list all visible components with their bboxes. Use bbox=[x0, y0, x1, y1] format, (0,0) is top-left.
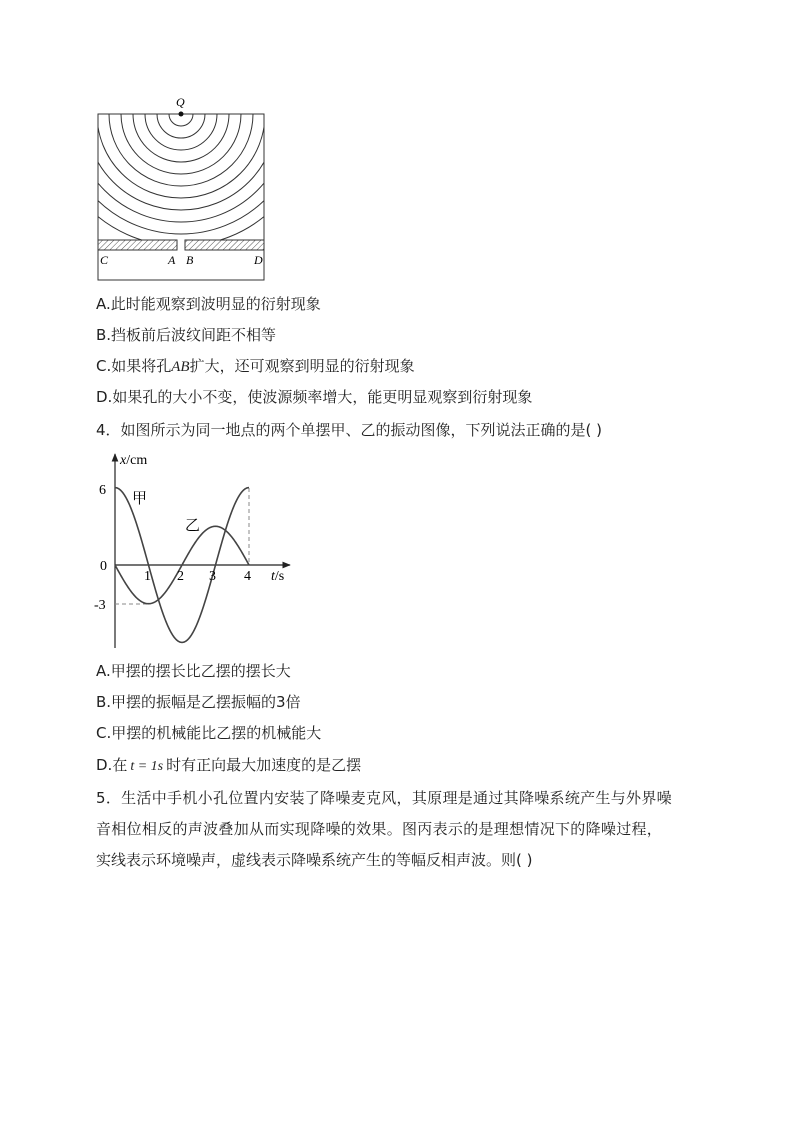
barrier-left bbox=[98, 240, 177, 250]
tick-3: 3 bbox=[209, 569, 216, 584]
y-axis-label: x/cm bbox=[120, 453, 148, 468]
figure-frame bbox=[98, 114, 264, 280]
tick-minus3: -3 bbox=[94, 598, 106, 613]
q4-option-b: B.甲摆的振幅是乙摆振幅的3倍 bbox=[96, 693, 301, 711]
barrier-right bbox=[185, 240, 264, 250]
label-b: B bbox=[186, 253, 194, 267]
q3-option-c-post: 扩大，还可观察到明显的衍射现象 bbox=[189, 357, 415, 375]
oscillation-graph bbox=[90, 448, 300, 654]
tick-2: 2 bbox=[177, 569, 184, 584]
q4-stem: 4．如图所示为同一地点的两个单摆甲、乙的振动图像，下列说法正确的是( ) bbox=[96, 421, 603, 439]
label-c: C bbox=[100, 253, 109, 267]
wave-front-arc bbox=[92, 92, 272, 222]
label-q: Q bbox=[176, 95, 185, 109]
tick-6: 6 bbox=[99, 483, 106, 498]
q5-line-3: 实线表示环境噪声，虚线表示降噪系统产生的等幅反相声波。则( ) bbox=[96, 851, 533, 869]
q3-option-c-pre: C.如果将孔 bbox=[96, 357, 172, 375]
diffraction-figure bbox=[92, 92, 272, 284]
q4-option-a: A.甲摆的摆长比乙摆的摆长大 bbox=[96, 662, 291, 680]
tick-4: 4 bbox=[244, 569, 251, 584]
tick-1: 1 bbox=[144, 569, 151, 584]
q4-option-d bbox=[96, 755, 361, 777]
q4-option-d-pre: D.在 bbox=[96, 756, 128, 774]
q5-line-1: 5．生活中手机小孔位置内安装了降噪麦克风，其原理是通过其降噪系统产生与外界噪 bbox=[96, 789, 672, 807]
q3-option-b: B.挡板前后波纹间距不相等 bbox=[96, 326, 277, 344]
tick-0: 0 bbox=[100, 559, 107, 574]
wave-source-point bbox=[179, 112, 184, 117]
q3-option-c-ab: AB bbox=[171, 359, 190, 375]
q4-option-d-post: 时有正向最大加速度的是乙摆 bbox=[166, 756, 362, 774]
label-d: D bbox=[254, 253, 263, 267]
q4-option-d-formula: t = 1s bbox=[130, 759, 164, 774]
q4-option-c: C.甲摆的机械能比乙摆的机械能大 bbox=[96, 724, 322, 742]
x-axis-label: t/s bbox=[271, 569, 285, 584]
q3-option-d: D.如果孔的大小不变，使波源频率增大，能更明显观察到衍射现象 bbox=[96, 388, 533, 406]
label-a: A bbox=[168, 253, 176, 267]
q3-option-a: A.此时能观察到波明显的衍射现象 bbox=[96, 295, 321, 313]
q3-option-c bbox=[96, 356, 415, 377]
q5-line-2: 音相位相反的声波叠加从而实现降噪的效果。图丙表示的是理想情况下的降噪过程， bbox=[96, 820, 663, 838]
label-yi: 乙 bbox=[185, 516, 201, 534]
label-jia: 甲 bbox=[132, 489, 148, 507]
